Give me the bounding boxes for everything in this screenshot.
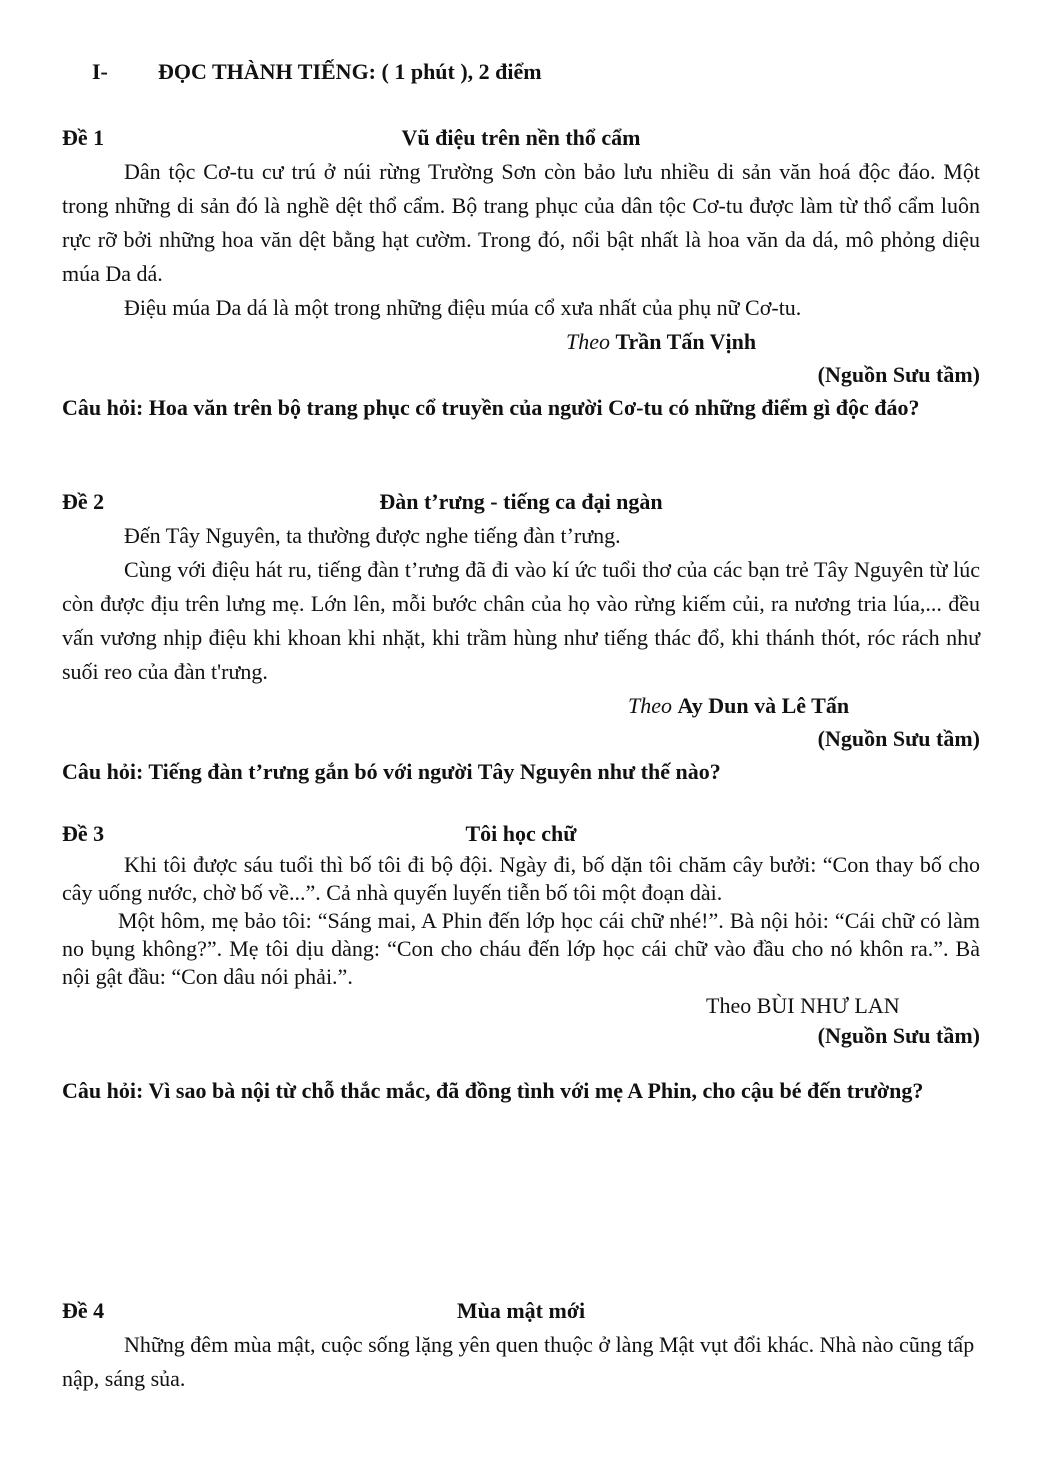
exercise-1-label: Đề 1: [62, 125, 105, 150]
exercise-3-title: Tôi học chữ: [465, 821, 577, 846]
section-number: I-: [92, 59, 108, 84]
exercise-3-paragraph: Một hôm, mẹ bảo tôi: “Sáng mai, A Phin đến lớp học cái chữ nhé!”. Bà nội hỏi: “Cái chữ có làm no bụng không?”. Mẹ tôi dịu dàng: “Con cho cháu đến lớp học cái chữ vào đầu cho nó khôn ra.”. Bà nội gật đầu: “Con dâu nói phải.”.: [62, 908, 980, 989]
exercise-3-label: Đề 3: [62, 821, 105, 846]
exercise-1: [62, 121, 980, 425]
exercise-4: [62, 1294, 980, 1396]
exercise-2-title: Đàn t’rưng - tiếng ca đại ngàn: [379, 489, 663, 514]
exercise-4-title: Mùa mật mới: [456, 1298, 586, 1323]
exercise-1-title: Vũ điệu trên nền thổ cẩm: [401, 125, 641, 150]
exercise-2-author: [62, 689, 980, 723]
author-prefix: Theo: [566, 329, 610, 354]
exercise-2-paragraph: Đến Tây Nguyên, ta thường được nghe tiếng đàn t’rưng.: [124, 523, 621, 548]
exercise-2-question: Câu hỏi: Tiếng đàn t’rưng gắn bó với người Tây Nguyên như thế nào?: [62, 759, 721, 784]
exercise-1-header: [62, 121, 980, 155]
exercise-3-source: (Nguồn Sưu tầm): [817, 1023, 980, 1048]
author-prefix: Theo: [628, 693, 672, 718]
author-name: Trần Tấn Vịnh: [615, 329, 757, 354]
exercise-4-label: Đề 4: [62, 1298, 105, 1323]
exercise-3: [62, 817, 980, 1113]
exercise-1-question: Câu hỏi: Hoa văn trên bộ trang phục cổ truyền của người Cơ-tu có những điểm gì độc đáo?: [62, 395, 920, 420]
author-name: Ay Dun và Lê Tấn: [677, 693, 850, 718]
exercise-1-source: (Nguồn Sưu tầm): [817, 362, 980, 387]
exercise-4-paragraph: Những đêm mùa mật, cuộc sống lặng yên quen thuộc ở làng Mật vụt đổi khác. Nhà nào cũng tấp nập, sáng sủa.: [62, 1332, 975, 1391]
exercise-1-paragraph: Điệu múa Da dá là một trong những điệu múa cổ xưa nhất của phụ nữ Cơ-tu.: [124, 295, 802, 320]
exercise-2: [62, 485, 980, 789]
exercise-2-header: [62, 485, 980, 519]
exercise-3-paragraph: Khi tôi được sáu tuổi thì bố tôi đi bộ đội. Ngày đi, bố dặn tôi chăm cây bưởi: “Con thay bố cho cây uống nước, chờ bố về...”. Cả nhà quyến luyến tiễn bố tôi một đoạn dài.: [62, 852, 980, 905]
exercise-2-paragraph: Cùng với điệu hát ru, tiếng đàn t’rưng đã đi vào kí ức tuổi thơ của các bạn trẻ Tây Nguyên từ lúc còn được địu trên lưng mẹ. Lớn lên, mỗi bước chân của họ vào rừng kiếm củi, ra nương tria lúa,... đều vấn vương nhịp điệu khi khoan khi nhặt, khi trầm hùng như tiếng thác đổ, khi thánh thót, róc rách như suối reo của đàn t'rưng.: [62, 557, 980, 684]
exercise-3-author: [62, 991, 980, 1021]
exercise-2-label: Đề 2: [62, 489, 105, 514]
exercise-2-source: (Nguồn Sưu tầm): [817, 726, 980, 751]
section-title: ĐỌC THÀNH TIẾNG: ( 1 phút ), 2 điểm: [158, 59, 542, 84]
exercise-3-header: [62, 817, 980, 851]
author-line: Theo BÙI NHƯ LAN: [706, 993, 900, 1018]
exercise-4-header: [62, 1294, 980, 1328]
document-page: [62, 0, 980, 1474]
exercise-1-author: [62, 325, 980, 359]
exercise-1-paragraph: Dân tộc Cơ-tu cư trú ở núi rừng Trường Sơn còn bảo lưu nhiều di sản văn hoá độc đáo. Một trong những di sản đó là nghề dệt thổ cẩm. Bộ trang phục của dân tộc Cơ-tu được làm từ thổ cẩm luôn rực rỡ bởi những hoa văn dệt bằng hạt cườm. Trong đó, nổi bật nhất là hoa văn da dá, mô phỏng diệu múa Da dá.: [62, 159, 980, 286]
exercise-3-question: Câu hỏi: Vì sao bà nội từ chỗ thắc mắc, đã đồng tình với mẹ A Phin, cho cậu bé đến trường?: [62, 1078, 924, 1103]
